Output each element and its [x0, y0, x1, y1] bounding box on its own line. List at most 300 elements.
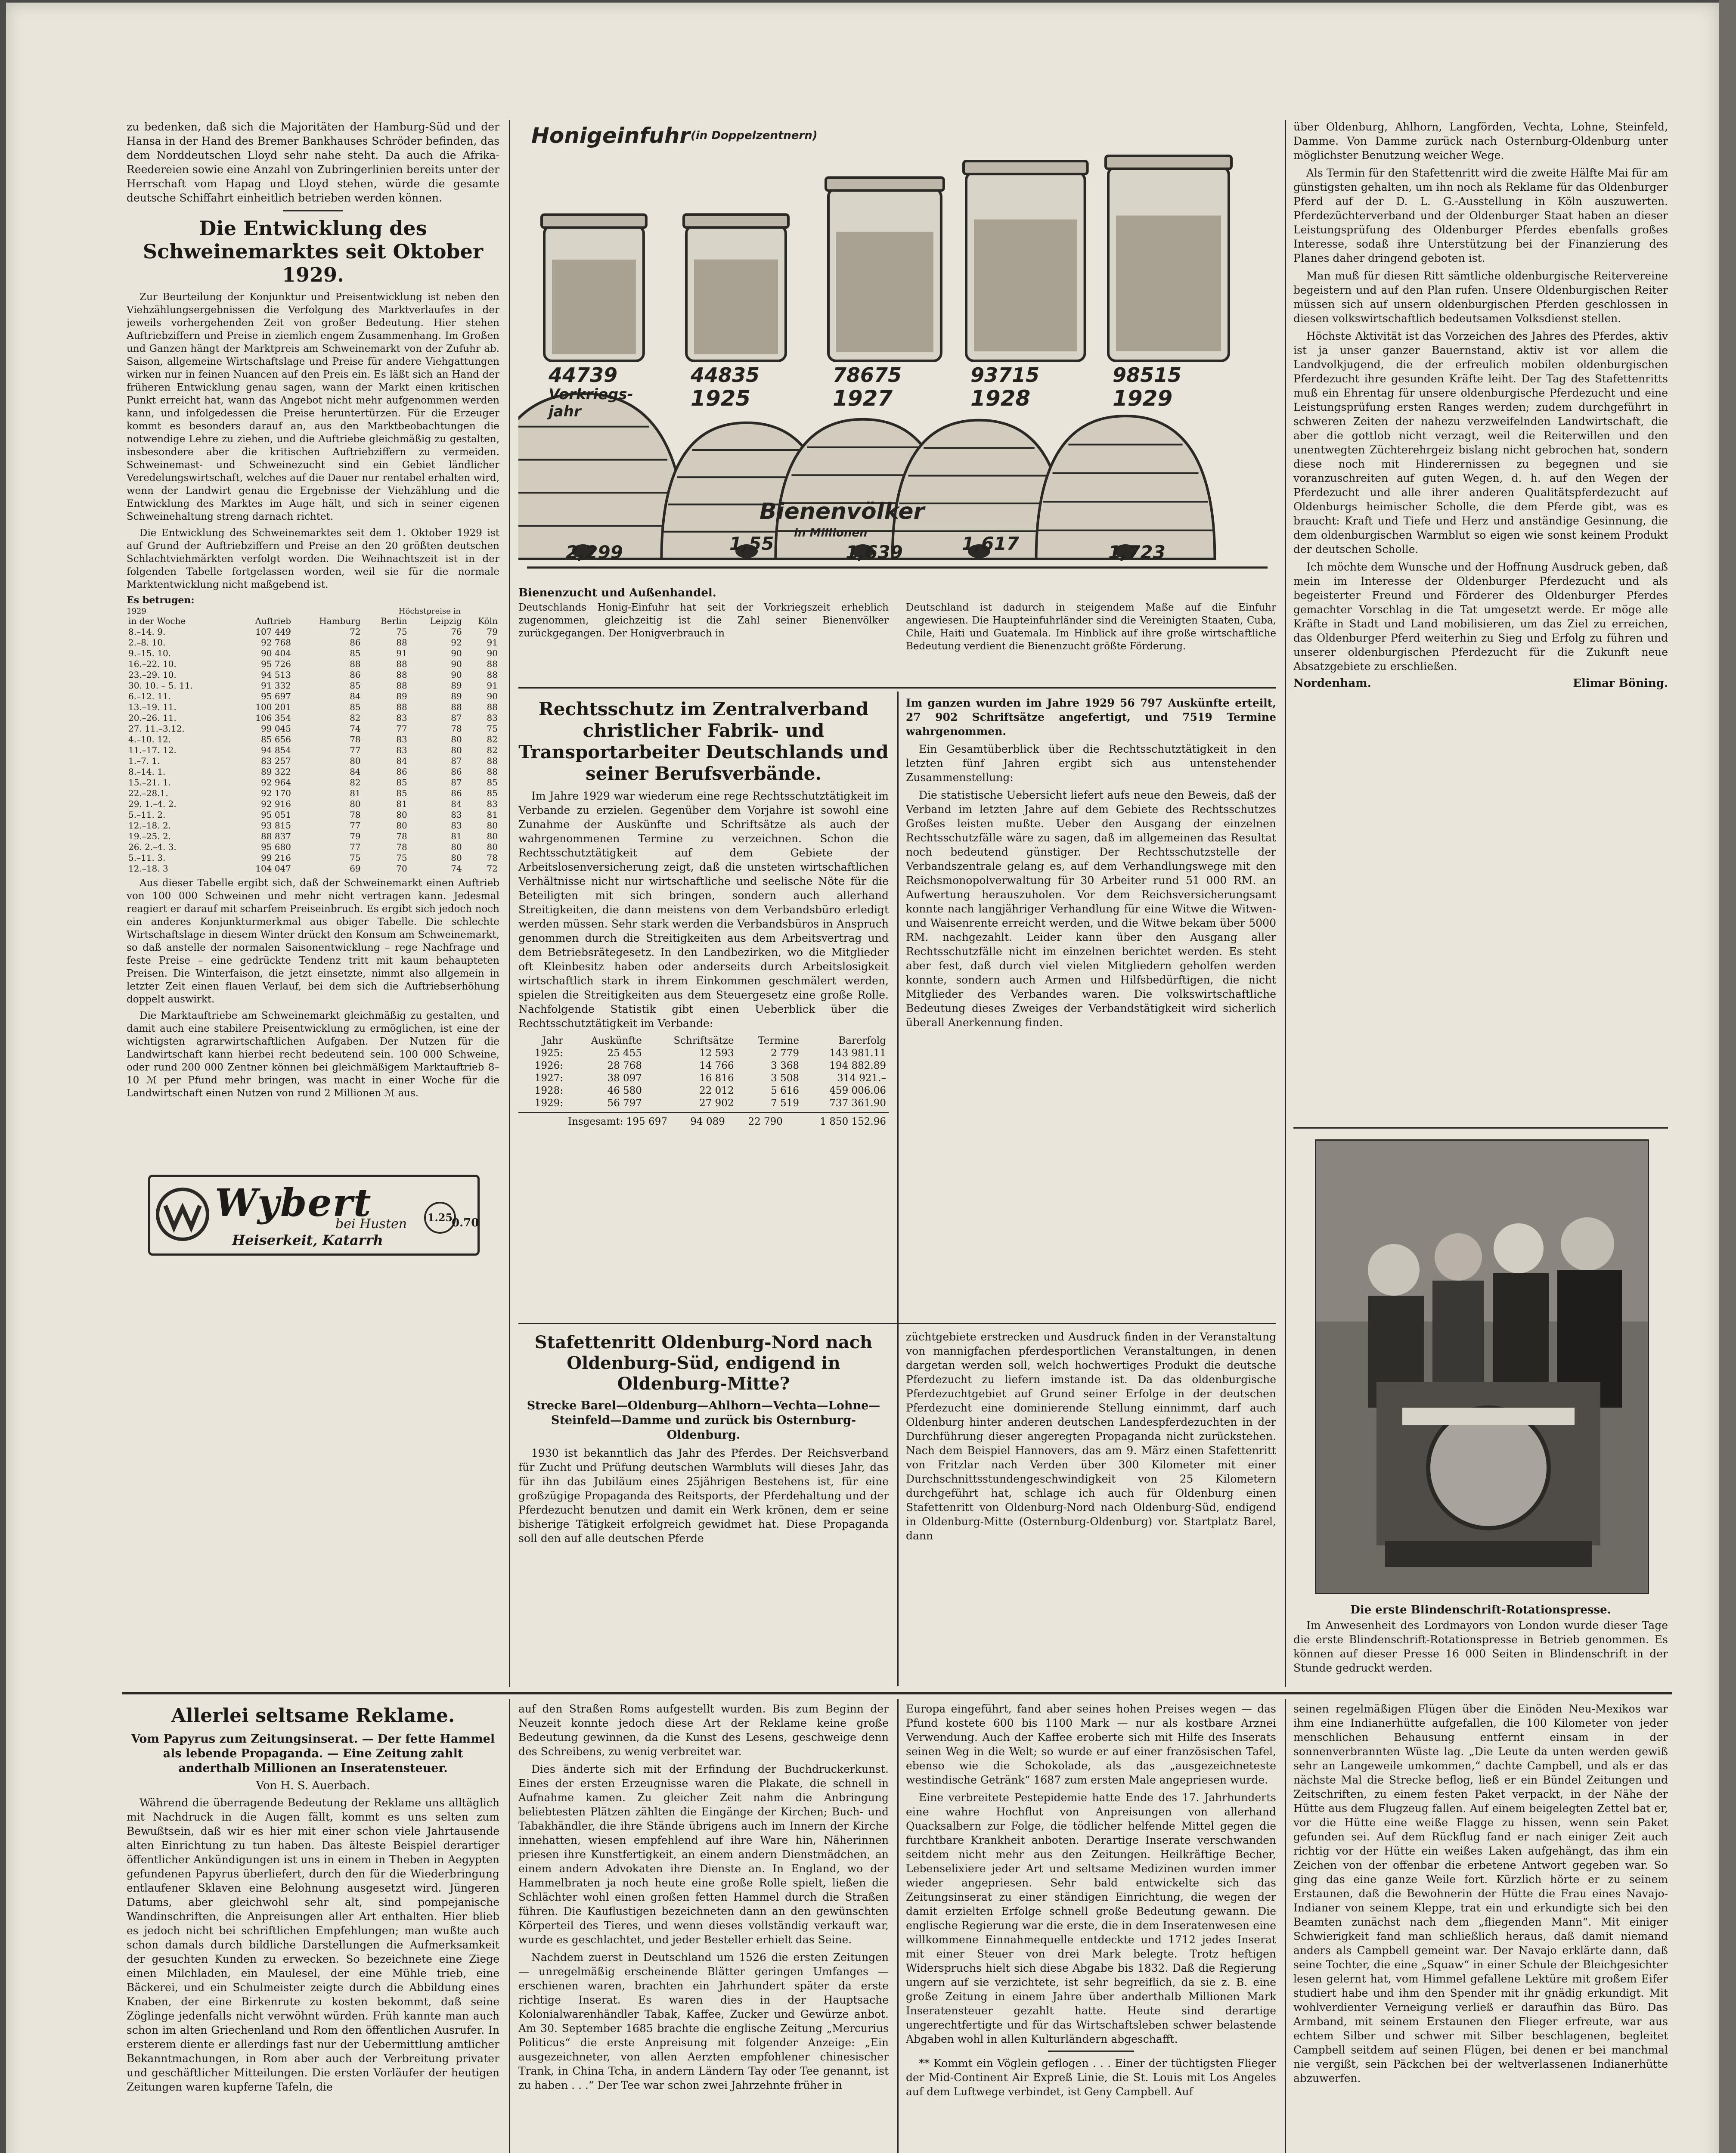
table-cell: 82	[350, 713, 361, 723]
honey-fill	[1116, 216, 1221, 351]
table-cell: 83	[396, 713, 407, 723]
table-row	[127, 842, 499, 853]
table-total-cell: 94 089	[690, 1116, 725, 1127]
table-cell: 85	[350, 702, 361, 712]
table-cell: 90	[451, 659, 462, 669]
vöglein-paragraph-continued: seinen regelmäßigen Flügen über die Einöden Neu-Mexikos war ihm eine Indianerhütte aufgefallen, die 100 Kilometer von jeder menschlichen Behausung entfernt einsam in der sonnenverbrannten Wüste lag. „Die Leute da unten werden gewiß sehr an Langeweile umkommen,“ dachte Campbell, und als er das nächste Mal die Strecke beflog, ließ er ein Bündel Zeitungen und Zeitschriften, zu einem festen Paket verpackt, in der Nähe der Hütte aus dem Flugzeug fallen. Auf einem beigelegten Zettel bat er, vor die Hütte eine weiße Flagge zu hissen, wenn sein Paket gefunden sei. Auf dem Rückflug fand er nach einiger Zeit auch richtig vor der Hütte ein weißes Laken aufgehängt, das ihm ein Zeichen von der offenbar die erbetene Antwort gegeben war. So ging das eine ganze Weile fort. Kürzlich hörte er zu seinem Erstaunen, daß die Bewohnerin der Hütte die Frau eines Navajo-Indianer von seinem Kleppe, trat ein und erkundigte sich bei den Beamten zunächst nach dem „fliegenden Mann“. Mit einiger Schwierigkeit fand man schließlich heraus, daß damit niemand anders als Campbell gemeint war. Der Navajo erklärte dann, daß seine Tochter, die eine „Squaw“ in einer Schule der Bleichgesichter lesen gelernt hat, vom Himmel gefallene Lektüre mit großem Eifer studiert habe und ihm den Spender mit ihr gnädig erkundigt. Mit wohlverdienter Verneigung verließ er daraufhin das Büro. Das Armband, mit seinem Erstaunen den Flieger erfreute, war aus echtem Silber und schwer mit Silber beschlagenen, begleitet Campbell seitdem auf seinen Flügen, bei denen er bei manchmal nie vergißt, sein Päckchen bei der weltverlassenen Indianerhütte abzuwerfen.	[1293, 1703, 1668, 2085]
table-cell: 15.–21. 1.	[128, 777, 171, 788]
book-spine-edge	[1719, 0, 1736, 2153]
table-header-cell: Barerfolg	[838, 1035, 886, 1046]
table-row	[127, 777, 499, 788]
hive-value: 1,723	[1108, 542, 1166, 563]
table-cell: 83	[451, 820, 462, 831]
table-cell: 91	[487, 637, 498, 648]
table-cell: 14 766	[699, 1060, 734, 1071]
hive-value: 1,617	[962, 533, 1019, 554]
table-cell: 30. 10. – 5. 11.	[128, 680, 193, 691]
reklame-column-2	[518, 1702, 889, 2153]
table-cell: 81	[396, 799, 407, 809]
table-cell: 84	[350, 766, 361, 777]
table-row	[127, 820, 499, 831]
table-total-cell: Insgesamt: 195 697	[568, 1116, 667, 1127]
signature-place: Nordenham.	[1293, 677, 1371, 690]
table-cell: 4.–10. 12.	[128, 734, 171, 745]
figure-caption-block	[518, 584, 1276, 683]
table-cell: 737 361.90	[829, 1098, 886, 1109]
table-cell: 75	[487, 723, 498, 734]
table-cell: 88	[487, 702, 498, 712]
stafette-column-b	[906, 1330, 1276, 1683]
table-cell: 3 508	[771, 1073, 800, 1084]
table-cell: 78	[487, 853, 498, 863]
table-cell: 88	[350, 659, 361, 669]
table-cell: 85	[350, 680, 361, 691]
table-cell: 74	[350, 723, 361, 734]
table-cell: 104 047	[255, 863, 291, 874]
schweinemarkt-title: Die Entwicklung des Schweinemarktes seit Oktober 1929.	[143, 217, 484, 286]
figure-caption: Bienenzucht und Außenhandel.	[518, 586, 716, 599]
jar-label: 1928	[970, 386, 1031, 411]
table-cell: 72	[350, 627, 361, 637]
table-cell: 77	[350, 745, 361, 755]
table-cell: 12 593	[699, 1048, 734, 1059]
table-cell: 83	[451, 810, 462, 820]
honey-jar-lid	[964, 161, 1088, 174]
table-cell: 75	[396, 627, 407, 637]
table-cell: 78	[396, 831, 407, 841]
reklame-paragraph-6: Eine verbreitete Pestepidemie hatte Ende des 17. Jahrhunderts eine wahre Hochflut von Anpreisungen von allerhand Quacksalbern zur Folge, die tödlicher helfende Mittel gegen die furchtbare Krankheit anboten. Derartige Inserate verschwanden seitdem nicht mehr aus den Zeitungen. Heilkräftige Becher, Lebenselixiere jeder Art und seltsame Medizinen wurden immer wieder angepriesen. Sehr bald entwickelte sich das Zeitungsinserat zu einer ständigen Einrichtung, die wegen der damit erzielten Erfolge schnell große Bedeutung gewann. Die englische Regierung war die erste, die in dem Inseratenwesen eine willkommene Einnahmequelle entdeckte und 1712 jedes Inserat mit einer Steuer von drei Mark belegte. Trotz heftigen Widerspruchs hielt sich diese Abgabe bis 1832. Daß die Regierung ungern auf sie verzichtete, ist sehr begreiflich, da sie z. B. eine große Zeitung in einem Jahre über anderthalb Millionen Mark Inseratensteuer gezahlt hatte. Heute sind derartige ungerechtfertigte und für das Wirtschaftsleben schwer belastende Abgaben wohl in allen Kulturländern abgeschafft.	[906, 1791, 1276, 2045]
table-cell: 80	[350, 756, 361, 766]
jar-value: 93715	[970, 363, 1040, 387]
table-cell: 2.–8. 10.	[128, 637, 166, 648]
schweinemarkt-paragraph-2: Die Entwicklung des Schweinemarktes seit dem 1. Oktober 1929 ist auf Grund der Auftriebziffern und Preise an den 20 größten deutschen Schlachtviehmärkten verfolgt worden. Die Weihnachtszeit ist in der folgenden Tabelle fortgelassen worden, weil sie für die normale Marktentwicklung nicht maßgebend ist.	[127, 527, 499, 590]
honey-jar-lid	[542, 214, 646, 227]
table-row	[127, 799, 499, 810]
table-cell: 88 837	[261, 831, 291, 841]
table-row	[127, 680, 499, 691]
table-total-cell: 1 850 152.96	[820, 1116, 886, 1127]
table-cell: 22 012	[699, 1085, 734, 1096]
figure-caption-left: Deutschlands Honig-Einfuhr hat seit der Vorkriegszeit erheblich zugenommen, gleichzeitig ist die Zahl seiner Bienenvölker zurückgegangen. Der Honigverbrauch in	[518, 602, 889, 639]
column-1	[127, 120, 499, 1170]
table-cell: 86	[396, 766, 407, 777]
table-header-cell: Schriftsätze	[673, 1035, 734, 1046]
schweinemarkt-paragraph-1: Zur Beurteilung der Konjunktur und Preisentwicklung ist neben den Viehzählungsergebnissen die Verfolgung des Marktverlaufes in der jeweils vorhergehenden Zeit von großer Bedeutung. Hier stehen Auftriebziffern und Preise in ziemlich engem Zusammenhang. Im Großen und Ganzen hängt der Marktpreis am Schweinemarkt von der Zufuhr ab. Saison, allgemeine Wirtschaftslage und Preise für andere Viehgattungen wirken nur in feinen Nuancen auf den Preis ein. Es läßt sich an Hand der früheren Entwicklung genau sagen, wann der Markt einen kritischen Punkt erreicht hat, wann das Angebot nicht mehr aufgenommen werden kann, und infolgedessen die Preise heruntertürzen. Für die Erzeuger kommt es besonders darauf an, aus den Marktbeobachtungen die notwendige Lehre zu ziehen, und die Auftriebe gleichmäßig zu gestalten, insbesondere aber die kritischen Auftriebziffern zu vermeiden. Schweinemast- und Schweinezucht sind ein Gebiet ländlicher Veredelungswirtschaft, welches auf die Dauer nur rentabel erhalten wird, wenn der Landwirt genau die Ergebnisse der Viehzählung und die Entwicklung des Marktes im Auge hält, und sich in seiner eigenen Schweinehaltung streng darnach richtet.	[127, 292, 499, 522]
table-cell: 85	[350, 648, 361, 658]
table-cell: 85	[396, 788, 407, 798]
rechtsschutz-paragraph-2: Im ganzen wurden im Jahre 1929 56 797 Auskünfte erteilt, 27 902 Schriftsätze angefertigt, und 7519 Termine wahrgenommen.	[906, 697, 1276, 738]
rule-below-figure	[518, 687, 1276, 689]
table-cell: 83	[396, 734, 407, 745]
table-cell: 3 368	[771, 1060, 800, 1071]
table-cell: 78	[451, 723, 462, 734]
table-cell: 143 981.11	[829, 1048, 886, 1059]
reklame-column-1	[127, 1702, 499, 2153]
table-cell: 80	[396, 820, 407, 831]
honey-fill	[552, 260, 636, 354]
rotary-press-photo	[1315, 1139, 1649, 1594]
table-cell: 84	[350, 691, 361, 701]
table-cell: 74	[451, 863, 462, 874]
table-row	[127, 713, 499, 723]
table-cell: 94 513	[261, 670, 291, 680]
table-cell: 25 455	[607, 1048, 642, 1059]
table-cell: 13.–19. 11.	[128, 702, 177, 712]
table-header-cell: Berlin	[380, 616, 407, 626]
table-cell: 88	[396, 702, 407, 712]
table-cell: 85 656	[261, 734, 291, 745]
table-cell: 86	[350, 670, 361, 680]
table-row	[518, 1072, 889, 1085]
table-cell: 83	[487, 799, 498, 809]
wybert-advertisement	[148, 1175, 480, 1256]
separator-rule	[1048, 2051, 1134, 2052]
table-cell: 94 854	[261, 745, 291, 755]
col4-paragraph-3: Man muß für diesen Ritt sämtliche oldenburgische Reitervereine begeistern und auf den Plan rufen. Unsere Oldenburgischen Reiter müssen sich auf unsern oldenburgischen Pferden geschlossen in diesen volkswirtschaftlich bedeutsamen Volksdienst stellen.	[1293, 270, 1668, 325]
table-cell: 78	[396, 842, 407, 852]
table-cell: 27. 11.–3.12.	[128, 723, 185, 734]
table-cell: 80	[451, 745, 462, 755]
table-row	[127, 723, 499, 734]
table-cell: 2 779	[771, 1048, 800, 1059]
table-header-cell: Leipzig	[430, 616, 462, 626]
table-cell: 314 921.–	[837, 1073, 886, 1084]
table-row	[127, 627, 499, 637]
table-row	[127, 659, 499, 670]
table-cell: 7 519	[771, 1098, 800, 1109]
table-cell: 77	[350, 842, 361, 852]
table-cell: 79	[487, 627, 498, 637]
reklame-column-3	[906, 1702, 1276, 2153]
table-cell: 81	[487, 810, 498, 820]
table-cell: 1928:	[534, 1085, 564, 1096]
table-cell: 77	[396, 723, 407, 734]
table-row	[127, 637, 499, 648]
table-cell: 11.–17. 12.	[128, 745, 177, 755]
honey-fill	[974, 220, 1077, 351]
table-cell: 91	[396, 648, 407, 658]
table-cell: 92	[451, 637, 462, 648]
reklame-column-4	[1293, 1702, 1668, 2153]
jar-value: 44835	[691, 363, 760, 387]
table-row	[518, 1047, 889, 1060]
table-cell: 89	[451, 680, 462, 691]
table-row	[127, 831, 499, 842]
table-row	[127, 788, 499, 799]
reklame-byline: Von H. S. Auerbach.	[256, 1779, 370, 1792]
table-cell: 92 768	[261, 637, 291, 648]
schweinemarkt-paragraph-3: Aus dieser Tabelle ergibt sich, daß der Schweinemarkt einen Auftrieb von 100 000 Schweinen und mehr nicht vertragen kann. Jedesmal reagiert er darauf mit scharfem Preiseinbruch. Es ergibt sich jedoch noch ein anderes Konjunkturmerkmal aus obiger Tabelle. Die schlechte Wirtschaftslage in diesem Winter drückt den Konsum am Schweinemarkt, so daß anstelle der normalen Saisonentwicklung – rege Nachfrage und feste Preise – eine gedrückte Tendenz tritt mit kaum behaupteten Preisen. Die Winterfaison, die jetzt einsetzte, nimmt also allgemein in letzter Zeit einen flauen Verlauf, bei dem sich die Auftriebserhöhung doppelt auswirkt.	[127, 878, 499, 1005]
rechtsschutz-column-a	[518, 696, 889, 1316]
table-cell: 92 170	[261, 788, 291, 798]
table-cell: 82	[350, 777, 361, 788]
intro-paragraph: zu bedenken, daß sich die Majoritäten der Hamburg-Süd und der Hansa in der Hand des Bremer Bankhauses Schröder befinden, das dem Norddeutschen Lloyd sehr nahe steht. Da auch die Afrika-Reedereien sowie eine Anzahl von Zubringerlinien bereits unter der Herrschaft vom Hapag und Lloyd stehen, würde die gesamte deutsche Schiffahrt einheitlich betrieben werden können.	[127, 121, 499, 204]
table-cell: 459 006.06	[829, 1085, 886, 1096]
table-header-cell: in der Woche	[128, 616, 186, 626]
reklame-paragraph-4: Nachdem zuerst in Deutschland um 1526 die ersten Zeitungen — unregelmäßig erscheinende Blätter geringen Umfanges — erschienen waren, brachten ein Jahrhundert später da erste richtige Inserat. Es waren dies in der Hauptsache Kolonialwarenhändler Tabak, Kaffee, Zucker und Gewürze anbot. Am 30. September 1685 brachte die englische Zeitung „Mercurius Politicus“ die erste Anpreisung mit folgender Anzeige: „Ein ausgezeichneter, von allen Aerzten empfohlener chinesischer Trank, in China Tcha, in andern Ländern Tay oder Tee genannt, ist zu haben . . .“ Der Tee war schon zwei Jahrzehnte früher in	[518, 1951, 889, 2091]
table-cell: 106 354	[255, 713, 291, 723]
table-header-cell: Köln	[478, 616, 498, 626]
table-cell: 84	[396, 756, 407, 766]
table-cell: 80	[451, 853, 462, 863]
table-cell: 87	[451, 756, 462, 766]
table-cell: 90	[487, 648, 498, 658]
table-cell: 8.–14. 9.	[128, 627, 166, 637]
rule-col3-col4	[1285, 120, 1286, 1687]
table-cell: 78	[350, 734, 361, 745]
col4-paragraph-4: Höchste Aktivität ist das Vorzeichen des Jahres des Pferdes, aktiv ist ja unser ganzer Bauernstand, aktiv ist vor allem die Landvolkjugend, die der erfreulich mobilen oldenburgischen Pferdezucht ihre gesunden Kräfte leiht. Der Tag des Stafettenritts muß ein Ehrentag für unsere oldenburgische Pferdezucht und eine Leistungsprüfung ersten Ranges werden; zudem durchgeführt in schweren Zeiten der nahezu verzweifelnden Landwirtschaft, die aber die gottlob nicht verzagt, weil die Reiterwillen und den unentwegten Züchterehrgeiz bislang nicht gebrochen hat, sondern diese noch mit Hinderernissen zu begegnen und sie voranzuschreiten auf guten Wegen, d. h. auf den Wegen der Pferdezucht und alle ihrer anderen Qualitätspferdezucht auf Oldenburgs heimischer Scholle, die dem Pferde gibt, was es braucht: Kraft und Tiefe und Herz und anständige Gesinnung, die dem oldenburgischen Warmblut so eigen wie sonst keinem Produkt der deutschen Scholle.	[1293, 330, 1668, 555]
table-cell: 72	[487, 863, 498, 874]
table-cell: 22.–28.1.	[128, 788, 168, 798]
table-cell: 99 216	[261, 853, 291, 863]
table-cell: 80	[487, 842, 498, 852]
stafette-subtitle: Strecke Barel—Oldenburg—Ahlhorn—Vechta—Lohne—Steinfeld—Damme und zurück bis Osternburg-Oldenburg.	[527, 1399, 880, 1442]
table-cell: 1926:	[534, 1060, 564, 1071]
table-cell: 88	[487, 766, 498, 777]
table-row	[518, 1060, 889, 1072]
table-cell: 87	[451, 777, 462, 788]
table-cell: 92 916	[261, 799, 291, 809]
reklame-paragraph-3: Dies änderte sich mit der Erfindung der Buchdruckerkunst. Eines der ersten Erzeugnisse waren die Plakate, die schnell in Aufnahme kamen. Zu gleicher Zeit nahm die Anbringung beliebtesten Plätzen zählten die Eingänge der Kirchen; Buch- und Tabakhändler, die ihre Stände übrigens auch im Innern der Kirche innehatten, wiesen empfehlend auf ihre Ware hin, Näherinnen priesen ihre Kunstfertigkeit, an einem andern Dienstmädchen, an einem andern Advokaten ihre Dienste an. In England, wo der Hammelbraten ja noch heute eine große Rolle spielt, ließen die Schlächter wohl einen großen fetten Hammel durch die Straßen führen. Die Kauflustigen bezeichneten dann an den gewünschten Körperteil des Tieres, und wenn dieses vollständig verkauft war, wurde es geschlachtet, und jeder Besteller erhielt das Seine.	[518, 1763, 889, 1946]
table-row	[127, 756, 499, 766]
table-cell: 6.–12. 11.	[128, 691, 171, 701]
wybert-logo-icon	[155, 1186, 211, 1242]
table-header-cell: Auskünfte	[591, 1035, 642, 1046]
wybert-price-2: 0.70	[452, 1216, 479, 1229]
table-cell: 92 964	[261, 777, 291, 788]
table-cell: 100 201	[255, 702, 291, 712]
table-cell: 91 332	[261, 680, 291, 691]
table-cell: 5.–11. 2.	[128, 810, 166, 820]
rule-bottom-3	[1285, 1699, 1286, 2153]
table-cell: 86	[451, 766, 462, 777]
rule-bottom-1	[509, 1699, 510, 2153]
stafette-title: Stafettenritt Oldenburg-Nord nach Oldenburg-Süd, endigend in Oldenburg-Mitte?	[534, 1332, 873, 1394]
reklame-subtitle: Vom Papyrus zum Zeitungsinserat. — Der fette Hammel als lebende Propaganda. — Eine Zeitung zahlt anderthalb Millionen an Inseratensteuer.	[131, 1732, 495, 1775]
table-cell: 90	[451, 648, 462, 658]
table-cell: 5 616	[771, 1085, 800, 1096]
table-cell: 1.–7. 1.	[128, 756, 160, 766]
table-cell: 69	[350, 863, 361, 874]
table-cell: 88	[487, 670, 498, 680]
table-cell: 88	[487, 756, 498, 766]
table-cell: 194 882.89	[829, 1060, 886, 1071]
hive-title: Bienenvölker	[760, 499, 925, 524]
wybert-line-1: bei Husten	[335, 1216, 407, 1232]
table-cell: 89 322	[261, 766, 291, 777]
figure-unit: (in Doppelzentnern)	[691, 129, 818, 142]
table-cell: 89	[396, 691, 407, 701]
rule-bottom-2	[897, 1699, 899, 2153]
hive-value: 1,639	[846, 542, 903, 563]
table-row	[518, 1085, 889, 1097]
vöglein-paragraph: ** Kommt ein Vöglein geflogen . . . Einer der tüchtigsten Flieger der Mid-Continent Air Expreß Linie, die St. Louis mit Los Angeles auf dem Luftwege verbindet, ist Geny Campbell. Auf	[906, 2057, 1276, 2098]
title-divider	[283, 210, 343, 211]
table-cell: 82	[487, 734, 498, 745]
jar-value: 44739	[549, 363, 618, 387]
table-cell: 19.–25. 2.	[128, 831, 171, 841]
table-cell: 107 449	[255, 627, 291, 637]
table-cell: 9.–15. 10.	[128, 648, 171, 658]
table-cell: 76	[451, 627, 462, 637]
rechtsschutz-paragraph-3: Ein Gesamtüberblick über die Rechtsschutztätigkeit in den letzten fünf Jahren ergibt sich aus untenstehender Zusammenstellung:	[906, 743, 1276, 784]
table-cell: 80	[487, 820, 498, 831]
table-cell: 83	[487, 713, 498, 723]
rule-above-feuilleton	[122, 1692, 1672, 1694]
jar-label: Vorkriegs-jahr	[549, 386, 633, 420]
rechtsschutz-title: Rechtsschutz im Zentralverband christlicher Fabrik- und Transportarbeiter Deutschlands und seiner Berufsverbände.	[518, 698, 889, 784]
photo-caption: Die erste Blindenschrift-Rotationspresse.	[1350, 1604, 1611, 1616]
stafette-column-a	[518, 1330, 889, 1683]
table-header-cell: Auftrieb	[255, 616, 291, 626]
table-header-cell: Termine	[758, 1035, 800, 1046]
reklame-paragraph-2: auf den Straßen Roms aufgestellt wurden. Bis zum Beginn der Neuzeit konnte jedoch diese Art der Reklame keine große Bedeutung gewinnen, da die Kunst des Lesens, geschweige denn des Schreibens, zu wenig verbreitet war.	[518, 1703, 889, 1758]
table-cell: 29. 1.–4. 2.	[128, 799, 177, 809]
table-cell: 80	[451, 842, 462, 852]
rule-col2-col3	[897, 692, 899, 1686]
jar-label: 1927	[833, 386, 893, 411]
rechtsschutz-paragraph-1: Im Jahre 1929 war wiederum eine rege Rechtsschutztätigkeit im Verbande zu erzielen. Gegenüber dem Vorjahre ist sowohl eine Zunahme der Auskünfte und Schriftsätze als auch der wahrgenommenen Termine zu verzeichnen. Schon die Rechtsschutztätigkeit auf dem Gebiete der Arbeitslosenversicherung zeigt, daß die unsteten wirtschaftlichen Verhältnisse nicht nur wirtschaftliche und seelische Nöte für die Beteiligten mit sich bringen, sondern auch allerhand Streitigkeiten, die dann meistens von dem Verbandsbüro erledigt werden müssen. Sehr stark werden die Verbandsbüros in Anspruch genommen durch die Streitigkeiten aus dem Arbeitsvertrag und dem Betriebsrätegesetz. In den Landbezirken, wo die Mitglieder oft Kleinbesitz haben oder anderseits durch Arbeitslosigkeit wirtschaftlich stark in ihrem Einkommen geschmälert werden, spielen die Streitigkeiten aus dem Steuergesetz eine große Rolle. Nachfolgende Statistik gibt einen Ueberblick über die Rechtsschutztätigkeit im Verbande:	[518, 790, 889, 1030]
table-cell: 27 902	[699, 1098, 734, 1109]
table-cell: 95 697	[261, 691, 291, 701]
figure-caption-right: Deutschland ist dadurch in steigendem Maße auf die Einfuhr angewiesen. Die Haupteinfuhrländer sind die Vereinigten Staaten, Cuba, Chile, Haiti und Guatemala. Im Hinblick auf ihre große wirtschaftliche Bedeutung verdient die Bienenzucht größte Förderung.	[906, 602, 1276, 652]
wybert-price-1: 1.25	[424, 1202, 456, 1234]
table-cell: 88	[487, 659, 498, 669]
table-cell: 78	[350, 810, 361, 820]
table-row	[127, 691, 499, 702]
table-cell: 28 768	[607, 1060, 642, 1071]
col4-paragraph-1: über Oldenburg, Ahlhorn, Langförden, Vechta, Lohne, Steinfeld, Damme. Von Damme zurück nach Osternburg-Oldenburg unter möglichster Benutzung weicher Wege.	[1293, 121, 1668, 161]
table-cell: 81	[350, 788, 361, 798]
rechtsschutz-total	[518, 1116, 889, 1128]
table-year: 1929	[127, 607, 146, 616]
table-cell: 77	[350, 820, 361, 831]
table-cell: 8.–14. 1.	[128, 766, 166, 777]
table-row	[127, 702, 499, 713]
table-cell: 95 680	[261, 842, 291, 852]
wybert-brand: Wybert	[215, 1180, 372, 1225]
table-cell: 81	[451, 831, 462, 841]
table-header-cell: Jahr	[542, 1035, 564, 1046]
rule-col1-col2	[509, 120, 510, 1687]
table-cell: 38 097	[607, 1073, 642, 1084]
photo-text: Im Anwesenheit des Lordmayors von London wurde dieser Tage die erste Blindenschrift-Rotationspresse in Betrieb genommen. Es können auf dieser Presse 16 000 Seiten in Blindenschrift in der Stunde gedruckt werden.	[1293, 1619, 1668, 1674]
column-4	[1293, 120, 1668, 1110]
table-cell: 12.–18. 2.	[128, 820, 171, 831]
table-cell: 88	[451, 702, 462, 712]
table-cell: 99 045	[261, 723, 291, 734]
table-cell: 90 404	[261, 648, 291, 658]
reklame-paragraph-1: Während die überragende Bedeutung der Reklame uns alltäglich mit Nachdruck in die Augen fällt, kommt es uns selten zum Bewußtsein, daß wir es hier mit einer schon viele Jahrtausende alten Einrichtung zu tun haben. Das älteste Beispiel derartiger öffentlicher Ankündigungen ist uns in einem in Theben in Aegypten gefundenen Papyrus überliefert, durch den für die Wiederbringung entlaufener Sklaven eine Belohnung ausgesetzt wird. Jüngeren Datums, aber gleichwohl sehr alt, sind pompejanische Wandinschriften, die Anpreisungen aller Art enthalten. Hier blieb es jedoch nicht bei schriftlichen Empfehlungen; man wußte auch schon damals durch bildliche Darstellungen die Aufmerksamkeit der gesuchten Kunden zu erwecken. So bezeichnete eine Ziege einen Milchladen, ein Maulesel, der eine Mühle trieb, eine Bäckerei, und ein Schulmeister zeigte durch die Abbildung eines Knaben, der eine Birkenrute zu kosten bekommt, daß seine Zöglinge jedenfalls nicht verwöhnt würden. Früh kannte man auch schon im alten Griechenland und Rom den öffentlichen Ausrufer. In ersterem diente er allerdings fast nur der Uebermittlung amtlicher Bekanntmachungen, in Rom aber auch der Verbreitung privater und geschäftlicher Mitteilungen. Die ersten Vorläufer der heutigen Zeitungen waren kupferne Tafeln, die	[127, 1796, 499, 2093]
table-row	[127, 670, 499, 680]
honey-jar-lid	[684, 214, 788, 227]
stafette-paragraph-2: züchtgebiete erstrecken und Ausdruck finden in der Veranstaltung von mannigfachen pferdesportlichen Veranstaltungen, in denen dargetan werden soll, welch hochwertiges Produkt die deutsche Pferdezucht zu liefern imstande ist. Da das oldenburgische Pferdezuchtgebiet auf Grund seiner Erfolge in der deutschen Pferdezucht eine dominierende Stellung einnimmt, darf auch Oldenburg hinter anderen deutschen Landespferdezuchten in der Durchführung dieser angeregten Propaganda nicht zurückstehen. Nach dem Beispiel Hannovers, das am 9. März einen Stafettenritt von Fritzlar nach Verden über 300 Kilometer mit einer Durchschnittsstundengeschwindigkeit von 25 Kilometern durchgeführt hat, schlage ich auch für Oldenburg einen Stafettenritt von Oldenburg-Nord nach Oldenburg-Süd, endigend in Oldenburg-Mitte (Osternburg-Oldenburg) vor. Startplatz Barel, dann	[906, 1331, 1276, 1542]
table-cell: 88	[396, 670, 407, 680]
table-cell: 1925:	[534, 1048, 564, 1059]
schweinemarkt-table	[127, 616, 499, 874]
table-cell: 90	[487, 691, 498, 701]
beehive	[1036, 416, 1215, 559]
table-cell: 80	[487, 831, 498, 841]
table-cell: 80	[350, 799, 361, 809]
table-cell: 5.–11. 3.	[128, 853, 166, 863]
table-cell: 1927:	[534, 1073, 564, 1084]
table-cell: 20.–26. 11.	[128, 713, 177, 723]
reklame-paragraph-5: Europa eingeführt, fand aber seines hohen Preises wegen — das Pfund kostete 600 bis 1100 Mark — nur als kostbare Arznei Verwendung. Auch der Kaffee eroberte sich mit Hilfe des Inserats seinen Weg in die Welt; so wurde er auf einer französischen Tafel, ebenso wie die Schokolade, als das „ausgezeichneteste westindische Getränk“ 1687 zum ersten Male angepriesen wurde.	[906, 1703, 1276, 1786]
table-cell: 82	[487, 745, 498, 755]
table-intro: Es betrugen:	[127, 595, 195, 606]
rule-above-photo	[1293, 1127, 1668, 1129]
table-cell: 83 257	[261, 756, 291, 766]
table-row	[127, 863, 499, 874]
table-cell: 89	[451, 691, 462, 701]
hive-value: 2,299	[566, 542, 623, 563]
table-cell: 86	[350, 637, 361, 648]
hive-unit: in Millionen	[794, 527, 868, 540]
table-cell: 85	[487, 788, 498, 798]
wybert-line-2: Heiserkeit, Katarrh	[232, 1232, 383, 1248]
photo-caption-block	[1293, 1601, 1668, 1687]
table-header-cell: Hamburg	[319, 616, 361, 626]
table-cell: 93 815	[261, 820, 291, 831]
honig-figure	[518, 120, 1276, 576]
table-cell: 26. 2.–4. 3.	[128, 842, 177, 852]
col4-paragraph-5: Ich möchte dem Wunsche und der Hoffnung Ausdruck geben, daß mein im Interesse der Oldenburger Pferdezucht und als begeisterter Freund und Förderer des Oldenburger Pferdes gemachter Vorschlag in die Tat umgesetzt werde. Er möge alle Kräfte in Stadt und Land mobilisieren, um das Ziel zu erreichen, das Oldenburger Pferd weiterhin zu Sieg und Erfolg zu führen und unserer oldenburgischen Pferdezucht für die Zukunft neue Absatzgebiete zu erschließen.	[1293, 561, 1668, 673]
table-row	[127, 853, 499, 863]
table-cell: 90	[451, 670, 462, 680]
table-cell: 95 051	[261, 810, 291, 820]
table-row	[127, 745, 499, 756]
reklame-title: Allerlei seltsame Reklame.	[171, 1705, 455, 1727]
jar-label: 1929	[1113, 386, 1173, 411]
table-cell: 88	[396, 659, 407, 669]
table-cell: 91	[487, 680, 498, 691]
hive-value: 1,55	[729, 533, 774, 554]
table-cell: 85	[396, 777, 407, 788]
table-cell: 84	[451, 799, 462, 809]
table-cell: 88	[396, 680, 407, 691]
table-total-cell: 22 790	[748, 1116, 783, 1127]
jar-label: 1925	[691, 386, 751, 411]
table-cell: 16.–22. 10.	[128, 659, 177, 669]
jar-value: 98515	[1113, 363, 1182, 387]
honey-jar-lid	[826, 177, 944, 190]
table-cell: 80	[451, 734, 462, 745]
table-total-rule	[518, 1112, 889, 1113]
table-cell: 56 797	[607, 1098, 642, 1109]
table-cell: 1929:	[534, 1098, 564, 1109]
signature-name: Elimar Böning.	[1573, 677, 1668, 690]
table-cell: 86	[451, 788, 462, 798]
honey-fill	[694, 260, 778, 354]
rechtsschutz-column-b	[906, 696, 1276, 1316]
table-cell: 95 726	[261, 659, 291, 669]
table-row	[518, 1097, 889, 1110]
honey-fill	[836, 232, 933, 352]
table-superheader: Höchstpreise in	[398, 607, 461, 616]
jar-value: 78675	[833, 363, 902, 387]
table-cell: 46 580	[607, 1085, 642, 1096]
newspaper-page	[6, 3, 1719, 2153]
table-cell: 83	[396, 745, 407, 755]
table-cell: 75	[396, 853, 407, 863]
table-row	[127, 766, 499, 777]
table-row	[127, 810, 499, 820]
table-cell: 85	[487, 777, 498, 788]
table-row	[127, 734, 499, 745]
table-cell: 12.–18. 3	[128, 863, 168, 874]
honey-jar-lid	[1106, 156, 1231, 169]
